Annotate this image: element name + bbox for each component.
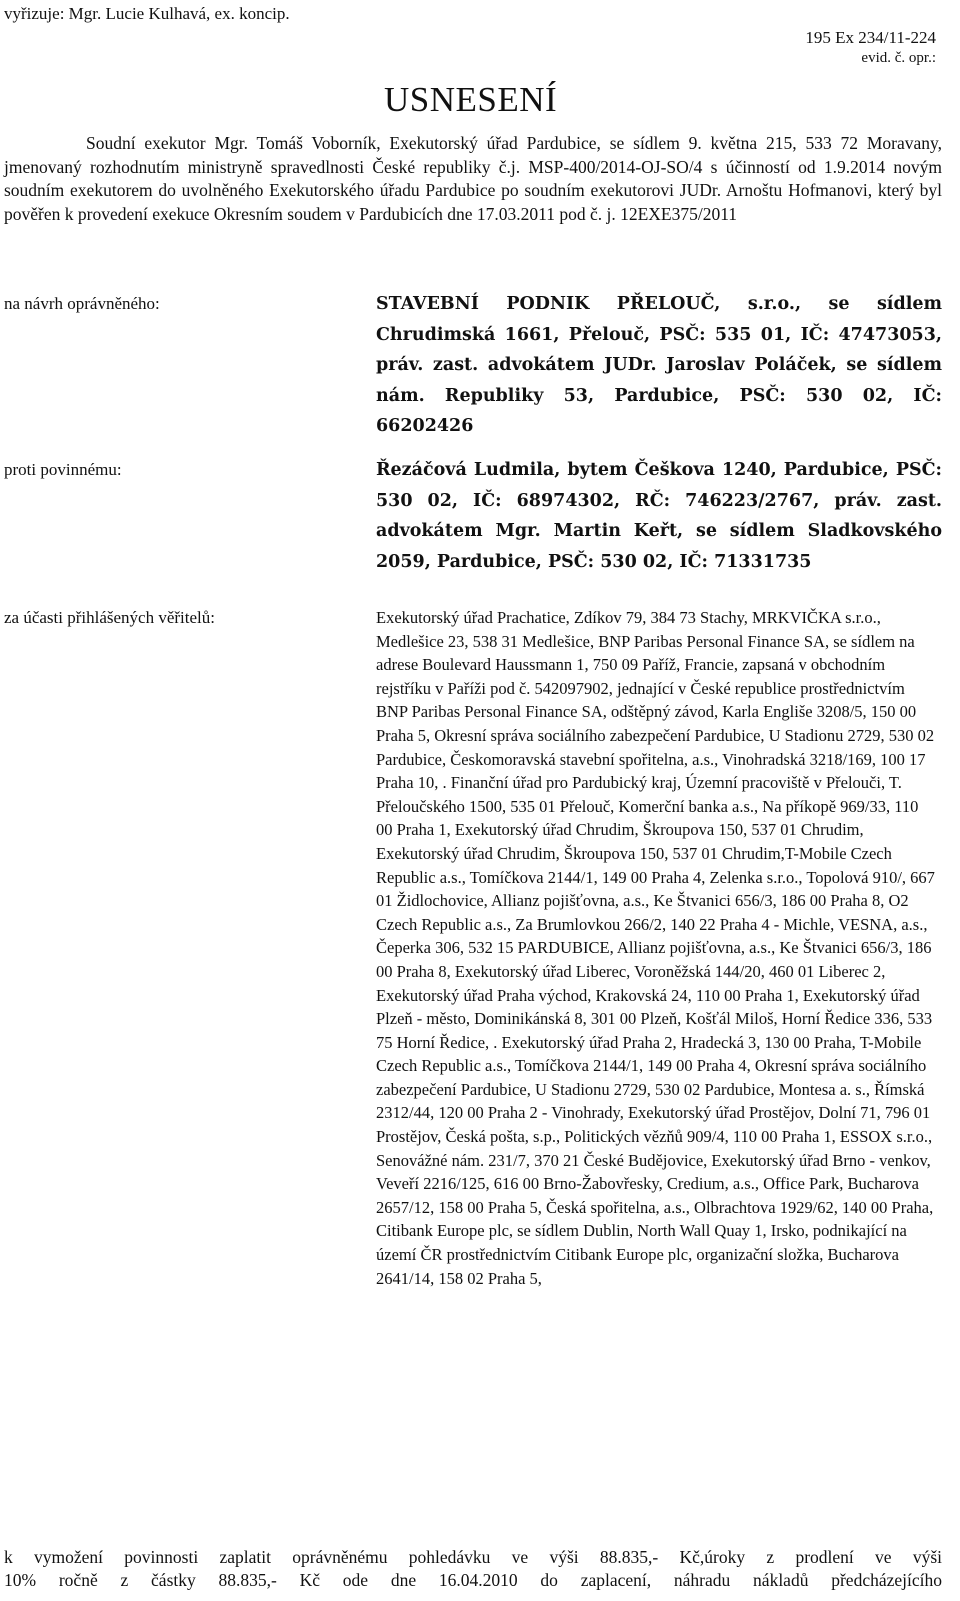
creditor-label: na návrh oprávněného: xyxy=(4,294,160,313)
file-number: 195 Ex 234/11-224 xyxy=(805,28,936,47)
registration-number: evid. č. opr.: xyxy=(861,50,936,66)
creditor-text: STAVEBNÍ PODNIK PŘELOUČ, s.r.o., se sídlem Chrudimská 1661, Přelouč, PSČ: 535 01, IČ: 47473053, práv. zast. advokátem JUDr. Jaroslav Poláček, se sídlem nám. Republiky 53, Pardubice, PSČ: 530 02, IČ: 66202426 xyxy=(376,294,942,436)
handled-by: vyřizuje: Mgr. Lucie Kulhavá, ex. koncip. xyxy=(4,4,290,23)
footer-line-1: k vymožení povinnosti zaplatit oprávněnému pohledávku ve výši 88.835,- Kč,úroky z prodlení ve výši xyxy=(4,1547,942,1567)
footer-paragraph xyxy=(4,1546,942,1592)
intro-paragraph xyxy=(4,132,942,226)
debtor-label: proti povinnému: xyxy=(4,460,122,479)
debtor-text: Řezáčová Ludmila, bytem Češkova 1240, Pardubice, PSČ: 530 02, IČ: 68974302, RČ: 746223/2767, práv. zast. advokátem Mgr. Martin Keřt, se sídlem Sladkovského 2059, Pardubice, PSČ: 530 02, IČ: 71331735 xyxy=(376,460,942,572)
document-title: USNESENÍ xyxy=(384,80,558,119)
creditors-label: za účasti přihlášených věřitelů: xyxy=(4,608,215,627)
intro-text: Soudní exekutor Mgr. Tomáš Voborník, Exekutorský úřad Pardubice, se sídlem 9. května 215, 533 72 Moravany, jmenovaný rozhodnutím ministryně spravedlnosti České republiky č.j. MSP-400/2014-OJ-SO/4 s účinností od 1.9.2014 novým soudním exekutorem do uvolněného Exekutorského úřadu Pardubice po soudním exekutorovi JUDr. Arnoštu Hofmanovi, který byl pověřen k provedení exekuce Okresním soudem v Pardubicích dne 17.03.2011 pod č. j. 12EXE375/2011 xyxy=(4,133,942,224)
footer-line-2: 10% ročně z částky 88.835,- Kč ode dne 16.04.2010 do zaplacení, náhradu nákladů předcházejícího xyxy=(4,1570,942,1590)
creditors-text: Exekutorský úřad Prachatice, Zdíkov 79, 384 73 Stachy, MRKVIČKA s.r.o., Medlešice 23, 538 31 Medlešice, BNP Paribas Personal Finance SA, se sídlem na adrese Boulevard Haussmann 1, 750 09 Paříž, Francie, zapsaná v obchodním rejstříku v Paříži pod č. 542097902, jednající v České republice prostřednictvím BNP Paribas Personal Finance SA, odštěpný závod, Karla Engliše 3208/5, 150 00 Praha 5, Okresní správa sociálního zabezpečení Pardubice, U Stadionu 2729, 530 02 Pardubice, Českomoravská stavební spořitelna, a.s., Vinohradská 3218/169, 100 17 Praha 10, . Finanční úřad pro Pardubický kraj, Územní pracoviště v Přelouči, T. Přeloučského 1500, 535 01 Přelouč, Komerční banka a.s., Na příkopě 969/33, 110 00 Praha 1, Exekutorský úřad Chrudim, Škroupova 150, 537 01 Chrudim, Exekutorský úřad Chrudim, Škroupova 150, 537 01 Chrudim,T-Mobile Czech Republic a.s., Tomíčkova 2144/1, 149 00 Praha 4, Zelenka s.r.o., Topolová 910/, 667 01 Židlochovice, Allianz pojišťovna, a.s., Ke Štvanici 656/3, 186 00 Praha 8, O2 Czech Republic a.s., Za Brumlovkou 266/2, 140 22 Praha 4 - Michle, VESNA, a.s., Čeperka 306, 532 15 PARDUBICE, Allianz pojišťovna, a.s., Ke Štvanici 656/3, 186 00 Praha 8, Exekutorský úřad Liberec, Voroněžská 144/20, 460 01 Liberec 2, Exekutorský úřad Praha východ, Krakovská 24, 110 00 Praha 1, Exekutorský úřad Plzeň - město, Dominikánská 8, 301 00 Plzeň, Košťál Miloš, Horní Ředice 336, 533 75 Horní Ředice, . Exekutorský úřad Praha 2, Hradecká 3, 130 00 Praha, T-Mobile Czech Republic a.s., Tomíčkova 2144/1, 149 00 Praha 4, Okresní správa sociálního zabezpečení Pardubice, U Stadionu 2729, 530 02 Pardubice, Montesa a. s., Římská 2312/44, 120 00 Praha 2 - Vinohrady, Exekutorský úřad Prostějov, Dolní 71, 796 01 Prostějov, Česká pošta, s.p., Politických vězňů 909/4, 110 00 Praha 1, ESSOX s.r.o., Senovážné nám. 231/7, 370 21 České Budějovice, Exekutorský úřad Brno - venkov, Veveří 2216/125, 616 00 Brno-Žabovřesky, Credium, a.s., Office Park, Bucharova 2657/12, 158 00 Praha 5, Česká spořitelna, a.s., Olbrachtova 1929/62, 140 00 Praha, Citibank Europe plc, se sídlem Dublin, North Wall Quay 1, Irsko, podnikající na území ČR prostřednictvím Citibank Europe plc, organizační složka, Bucharova 2641/14, 158 02 Praha 5, xyxy=(376,608,935,1288)
